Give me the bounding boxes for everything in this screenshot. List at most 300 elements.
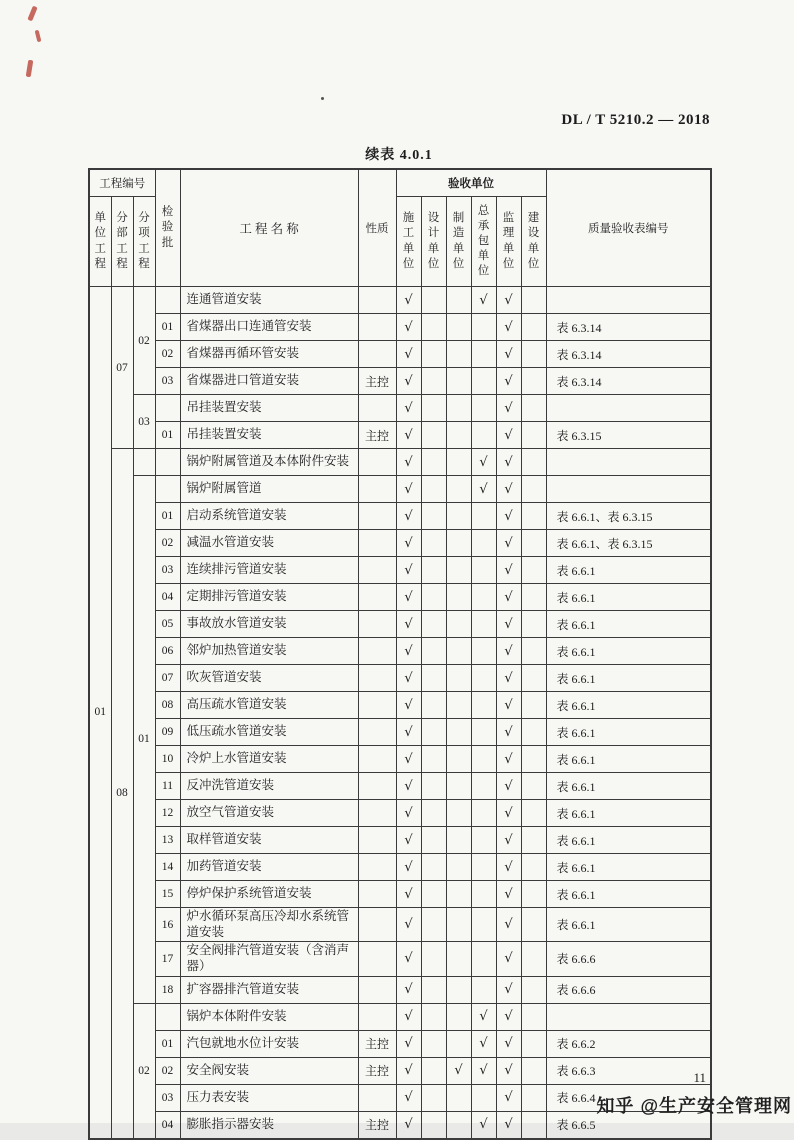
project-name-cell: 低压疏水管道安装 <box>180 719 358 746</box>
inspection-lot-cell: 01 <box>155 314 180 341</box>
table-row <box>89 746 711 773</box>
project-name-cell: 启动系统管道安装 <box>180 503 358 530</box>
inspection-lot-cell: 03 <box>155 557 180 584</box>
check-cell <box>471 773 496 800</box>
form-no-cell: 表 6.3.14 <box>546 314 711 341</box>
table-row <box>89 692 711 719</box>
check-cell: √ <box>496 746 521 773</box>
form-no-cell: 表 6.6.1 <box>546 827 711 854</box>
property-cell <box>358 1003 396 1030</box>
header-unit-manufacture <box>446 197 471 287</box>
project-name-cell: 省煤器出口连通管安装 <box>180 314 358 341</box>
check-cell: √ <box>396 584 421 611</box>
form-no-cell: 表 6.6.1 <box>546 557 711 584</box>
table-row <box>89 584 711 611</box>
property-cell <box>358 719 396 746</box>
check-cell: √ <box>496 449 521 476</box>
check-cell <box>446 800 471 827</box>
check-cell <box>471 611 496 638</box>
inspection-lot-cell: 02 <box>155 341 180 368</box>
project-name-cell: 汽包就地水位计安装 <box>180 1030 358 1057</box>
check-cell <box>421 854 446 881</box>
header-unit-owner-label: 建设单位 <box>527 212 540 270</box>
check-cell: √ <box>396 476 421 503</box>
check-cell <box>471 719 496 746</box>
inspection-lot-cell: 16 <box>155 908 180 942</box>
check-cell <box>421 611 446 638</box>
inspection-lot-cell: 01 <box>155 422 180 449</box>
check-cell <box>446 773 471 800</box>
form-no-cell <box>546 287 711 314</box>
check-cell <box>471 1084 496 1111</box>
check-cell <box>521 638 546 665</box>
project-name-cell: 连续排污管道安装 <box>180 557 358 584</box>
check-cell <box>421 719 446 746</box>
check-cell <box>421 1057 446 1084</box>
check-cell <box>471 638 496 665</box>
check-cell: √ <box>396 530 421 557</box>
check-cell <box>421 1030 446 1057</box>
header-division-project-label: 分部工程 <box>116 212 128 270</box>
item-project-code: 02 <box>133 1003 155 1139</box>
table-row <box>89 476 711 503</box>
inspection-lot-cell: 02 <box>155 1057 180 1084</box>
table-row <box>89 773 711 800</box>
form-no-cell: 表 6.3.14 <box>546 368 711 395</box>
check-cell <box>421 746 446 773</box>
table-caption: 续表 4.0.1 <box>365 148 433 163</box>
check-cell <box>521 314 546 341</box>
check-cell <box>471 854 496 881</box>
item-project-code <box>133 449 155 476</box>
table-row <box>89 341 711 368</box>
property-cell <box>358 746 396 773</box>
inspection-lot-cell: 06 <box>155 638 180 665</box>
check-cell <box>521 773 546 800</box>
check-cell <box>446 395 471 422</box>
check-cell: √ <box>496 503 521 530</box>
check-cell: √ <box>496 368 521 395</box>
check-cell <box>521 584 546 611</box>
check-cell: √ <box>496 314 521 341</box>
check-cell <box>471 395 496 422</box>
property-cell <box>358 881 396 908</box>
check-cell: √ <box>471 449 496 476</box>
project-name-cell: 连通管道安装 <box>180 287 358 314</box>
check-cell <box>421 557 446 584</box>
check-cell <box>446 638 471 665</box>
project-name-cell: 省煤器进口管道安装 <box>180 368 358 395</box>
form-no-cell: 表 6.6.1 <box>546 584 711 611</box>
inspection-lot-cell: 18 <box>155 976 180 1003</box>
check-cell <box>446 314 471 341</box>
check-cell: √ <box>396 854 421 881</box>
property-cell: 主控 <box>358 368 396 395</box>
check-cell: √ <box>396 746 421 773</box>
property-cell <box>358 854 396 881</box>
property-cell: 主控 <box>358 1030 396 1057</box>
header-unit-owner <box>521 197 546 287</box>
property-cell: 主控 <box>358 422 396 449</box>
project-name-cell: 炉水循环泵高压冷却水系统管道安装 <box>180 908 358 942</box>
check-cell <box>421 881 446 908</box>
check-cell: √ <box>396 773 421 800</box>
form-no-cell: 表 6.6.1 <box>546 854 711 881</box>
check-cell <box>446 1111 471 1139</box>
property-cell <box>358 611 396 638</box>
inspection-lot-cell <box>155 395 180 422</box>
check-cell: √ <box>471 1003 496 1030</box>
check-cell: √ <box>396 942 421 976</box>
table-row <box>89 665 711 692</box>
check-cell: √ <box>496 719 521 746</box>
check-cell <box>421 976 446 1003</box>
check-cell: √ <box>396 1057 421 1084</box>
table-row <box>89 1030 711 1057</box>
check-cell <box>446 746 471 773</box>
acceptance-table <box>88 168 712 1140</box>
page-number: 11 <box>693 1070 706 1085</box>
item-project-code: 03 <box>133 395 155 449</box>
check-cell: √ <box>446 1057 471 1084</box>
check-cell <box>521 1111 546 1139</box>
check-cell <box>446 881 471 908</box>
project-name-cell: 取样管道安装 <box>180 827 358 854</box>
check-cell <box>521 1084 546 1111</box>
check-cell: √ <box>496 341 521 368</box>
form-no-cell: 表 6.6.1 <box>546 638 711 665</box>
check-cell <box>421 422 446 449</box>
check-cell: √ <box>396 1111 421 1139</box>
check-cell <box>421 368 446 395</box>
table-row <box>89 557 711 584</box>
property-cell <box>358 773 396 800</box>
check-cell: √ <box>496 908 521 942</box>
check-cell <box>446 908 471 942</box>
check-cell: √ <box>496 1030 521 1057</box>
check-cell <box>471 422 496 449</box>
check-cell: √ <box>396 341 421 368</box>
check-cell <box>446 368 471 395</box>
check-cell <box>521 476 546 503</box>
project-name-cell: 邻炉加热管道安装 <box>180 638 358 665</box>
project-name-cell: 省煤器再循环管安装 <box>180 341 358 368</box>
check-cell <box>446 476 471 503</box>
project-name-cell: 放空气管道安装 <box>180 800 358 827</box>
header-inspection-lot-label: 检验批 <box>161 206 174 249</box>
item-project-code: 01 <box>133 476 155 1004</box>
check-cell: √ <box>396 422 421 449</box>
check-cell <box>446 665 471 692</box>
header-unit-project <box>89 197 111 287</box>
table-row <box>89 314 711 341</box>
check-cell <box>521 746 546 773</box>
inspection-lot-cell: 04 <box>155 584 180 611</box>
check-cell <box>421 449 446 476</box>
check-cell: √ <box>396 449 421 476</box>
check-cell: √ <box>396 611 421 638</box>
property-cell: 主控 <box>358 1111 396 1139</box>
check-cell <box>521 1030 546 1057</box>
check-cell: √ <box>496 584 521 611</box>
header-acceptance-unit: 验收单位 <box>396 169 546 197</box>
form-no-cell: 表 6.6.6 <box>546 976 711 1003</box>
check-cell <box>471 341 496 368</box>
check-cell <box>471 503 496 530</box>
check-cell <box>471 827 496 854</box>
inspection-lot-cell: 10 <box>155 746 180 773</box>
property-cell <box>358 976 396 1003</box>
check-cell <box>421 395 446 422</box>
inspection-lot-cell <box>155 449 180 476</box>
project-name-cell: 事故放水管道安装 <box>180 611 358 638</box>
header-property: 性质 <box>358 169 396 287</box>
check-cell <box>421 827 446 854</box>
check-cell <box>471 908 496 942</box>
inspection-lot-cell: 02 <box>155 530 180 557</box>
check-cell <box>521 395 546 422</box>
check-cell <box>446 530 471 557</box>
check-cell <box>446 287 471 314</box>
check-cell <box>421 1111 446 1139</box>
check-cell: √ <box>496 476 521 503</box>
form-no-cell: 表 6.6.2 <box>546 1030 711 1057</box>
inspection-lot-cell: 04 <box>155 1111 180 1139</box>
inspection-lot-cell <box>155 287 180 314</box>
header-unit-design <box>421 197 446 287</box>
check-cell <box>421 287 446 314</box>
form-no-cell: 表 6.6.6 <box>546 942 711 976</box>
check-cell: √ <box>496 800 521 827</box>
inspection-lot-cell: 03 <box>155 1084 180 1111</box>
table-row <box>89 368 711 395</box>
check-cell: √ <box>496 881 521 908</box>
check-cell <box>421 773 446 800</box>
project-name-cell: 压力表安装 <box>180 1084 358 1111</box>
table-row <box>89 827 711 854</box>
form-no-cell: 表 6.6.1、表 6.3.15 <box>546 530 711 557</box>
check-cell <box>421 341 446 368</box>
project-name-cell: 吹灰管道安装 <box>180 665 358 692</box>
check-cell <box>521 854 546 881</box>
inspection-lot-cell: 07 <box>155 665 180 692</box>
check-cell: √ <box>396 800 421 827</box>
header-unit-general-contract <box>471 197 496 287</box>
form-no-cell: 表 6.6.1、表 6.3.15 <box>546 503 711 530</box>
table-row <box>89 908 711 942</box>
check-cell: √ <box>496 611 521 638</box>
project-name-cell: 加药管道安装 <box>180 854 358 881</box>
check-cell <box>446 503 471 530</box>
check-cell: √ <box>496 557 521 584</box>
check-cell <box>421 942 446 976</box>
table-row <box>89 422 711 449</box>
check-cell <box>421 503 446 530</box>
check-cell <box>446 611 471 638</box>
unit-project-code: 01 <box>89 287 111 1139</box>
table-row <box>89 530 711 557</box>
check-cell: √ <box>496 692 521 719</box>
form-no-cell: 表 6.6.1 <box>546 719 711 746</box>
check-cell <box>521 422 546 449</box>
document-code: DL / T 5210.2 — 2018 <box>561 112 710 128</box>
check-cell <box>471 665 496 692</box>
scan-speck <box>321 97 324 100</box>
inspection-lot-cell: 09 <box>155 719 180 746</box>
check-cell <box>421 665 446 692</box>
check-cell: √ <box>396 557 421 584</box>
table-body <box>89 287 711 1139</box>
header-unit-project-label: 单位工程 <box>94 212 106 270</box>
check-cell <box>521 287 546 314</box>
header-unit-supervision-label: 监理单位 <box>502 212 515 270</box>
property-cell <box>358 692 396 719</box>
check-cell: √ <box>496 1003 521 1030</box>
inspection-lot-cell: 13 <box>155 827 180 854</box>
check-cell <box>446 341 471 368</box>
header-unit-general-contract-label: 总承包单位 <box>477 204 490 278</box>
check-cell: √ <box>396 368 421 395</box>
check-cell <box>471 584 496 611</box>
property-cell <box>358 476 396 503</box>
table-row <box>89 976 711 1003</box>
check-cell: √ <box>496 422 521 449</box>
check-cell <box>521 1003 546 1030</box>
check-cell <box>421 1003 446 1030</box>
header-unit-construction-label: 施工单位 <box>402 212 415 270</box>
property-cell <box>358 908 396 942</box>
table-row <box>89 287 711 314</box>
check-cell: √ <box>496 773 521 800</box>
check-cell: √ <box>396 692 421 719</box>
project-name-cell: 膨胀指示器安装 <box>180 1111 358 1139</box>
check-cell: √ <box>396 1084 421 1111</box>
check-cell: √ <box>496 1111 521 1139</box>
form-no-cell <box>546 395 711 422</box>
property-cell <box>358 503 396 530</box>
form-no-cell: 表 6.6.1 <box>546 665 711 692</box>
project-name-cell: 锅炉本体附件安装 <box>180 1003 358 1030</box>
inspection-lot-cell: 08 <box>155 692 180 719</box>
check-cell <box>446 449 471 476</box>
check-cell <box>446 1003 471 1030</box>
form-no-cell: 表 6.6.1 <box>546 800 711 827</box>
check-cell: √ <box>396 314 421 341</box>
form-no-cell: 表 6.6.3 <box>546 1057 711 1084</box>
check-cell: √ <box>471 1111 496 1139</box>
header-item-project-label: 分项工程 <box>138 212 150 270</box>
property-cell: 主控 <box>358 1057 396 1084</box>
property-cell <box>358 827 396 854</box>
form-no-cell: 表 6.3.15 <box>546 422 711 449</box>
table-row <box>89 719 711 746</box>
check-cell <box>521 976 546 1003</box>
check-cell <box>446 692 471 719</box>
form-no-cell <box>546 1003 711 1030</box>
check-cell <box>421 314 446 341</box>
form-no-cell: 表 6.6.1 <box>546 611 711 638</box>
check-cell: √ <box>396 976 421 1003</box>
red-stamp-mark <box>27 6 37 22</box>
table-header <box>89 169 711 287</box>
table-row <box>89 881 711 908</box>
check-cell <box>471 530 496 557</box>
check-cell <box>471 881 496 908</box>
check-cell <box>421 530 446 557</box>
check-cell <box>471 942 496 976</box>
property-cell <box>358 395 396 422</box>
check-cell <box>446 1030 471 1057</box>
check-cell <box>521 881 546 908</box>
header-division-project <box>111 197 133 287</box>
form-no-cell: 表 6.6.1 <box>546 908 711 942</box>
check-cell <box>446 557 471 584</box>
inspection-lot-cell: 14 <box>155 854 180 881</box>
header-item-project <box>133 197 155 287</box>
check-cell <box>521 827 546 854</box>
header-unit-construction <box>396 197 421 287</box>
property-cell <box>358 584 396 611</box>
project-name-cell: 减温水管道安装 <box>180 530 358 557</box>
check-cell <box>421 1084 446 1111</box>
project-name-cell: 锅炉附属管道 <box>180 476 358 503</box>
form-no-cell: 表 6.6.4 <box>546 1084 711 1111</box>
check-cell: √ <box>496 1057 521 1084</box>
check-cell <box>471 976 496 1003</box>
inspection-lot-cell: 05 <box>155 611 180 638</box>
check-cell: √ <box>396 638 421 665</box>
header-project-no: 工程编号 <box>89 169 155 197</box>
check-cell: √ <box>496 827 521 854</box>
check-cell: √ <box>396 881 421 908</box>
check-cell: √ <box>396 287 421 314</box>
check-cell <box>446 854 471 881</box>
check-cell: √ <box>496 530 521 557</box>
property-cell <box>358 530 396 557</box>
header-inspection-lot <box>155 169 180 287</box>
table-row <box>89 449 711 476</box>
check-cell <box>446 976 471 1003</box>
division-project-code: 07 <box>111 287 133 449</box>
check-cell: √ <box>471 476 496 503</box>
inspection-lot-cell: 12 <box>155 800 180 827</box>
form-no-cell <box>546 449 711 476</box>
check-cell <box>421 908 446 942</box>
check-cell <box>446 422 471 449</box>
header-form-no: 质量验收表编号 <box>546 169 711 287</box>
project-name-cell: 安全阀排汽管道安装（含消声器） <box>180 942 358 976</box>
project-name-cell: 扩容器排汽管道安装 <box>180 976 358 1003</box>
property-cell <box>358 638 396 665</box>
check-cell <box>471 692 496 719</box>
check-cell <box>521 800 546 827</box>
check-cell <box>471 557 496 584</box>
division-project-code: 08 <box>111 449 133 1139</box>
check-cell <box>421 638 446 665</box>
project-name-cell: 反冲洗管道安装 <box>180 773 358 800</box>
project-name-cell: 锅炉附属管道及本体附件安装 <box>180 449 358 476</box>
check-cell <box>471 314 496 341</box>
check-cell: √ <box>396 719 421 746</box>
property-cell <box>358 942 396 976</box>
form-no-cell: 表 6.6.1 <box>546 692 711 719</box>
inspection-lot-cell: 01 <box>155 1030 180 1057</box>
table-row <box>89 1003 711 1030</box>
check-cell: √ <box>396 1030 421 1057</box>
check-cell <box>421 584 446 611</box>
check-cell <box>521 908 546 942</box>
check-cell: √ <box>496 942 521 976</box>
